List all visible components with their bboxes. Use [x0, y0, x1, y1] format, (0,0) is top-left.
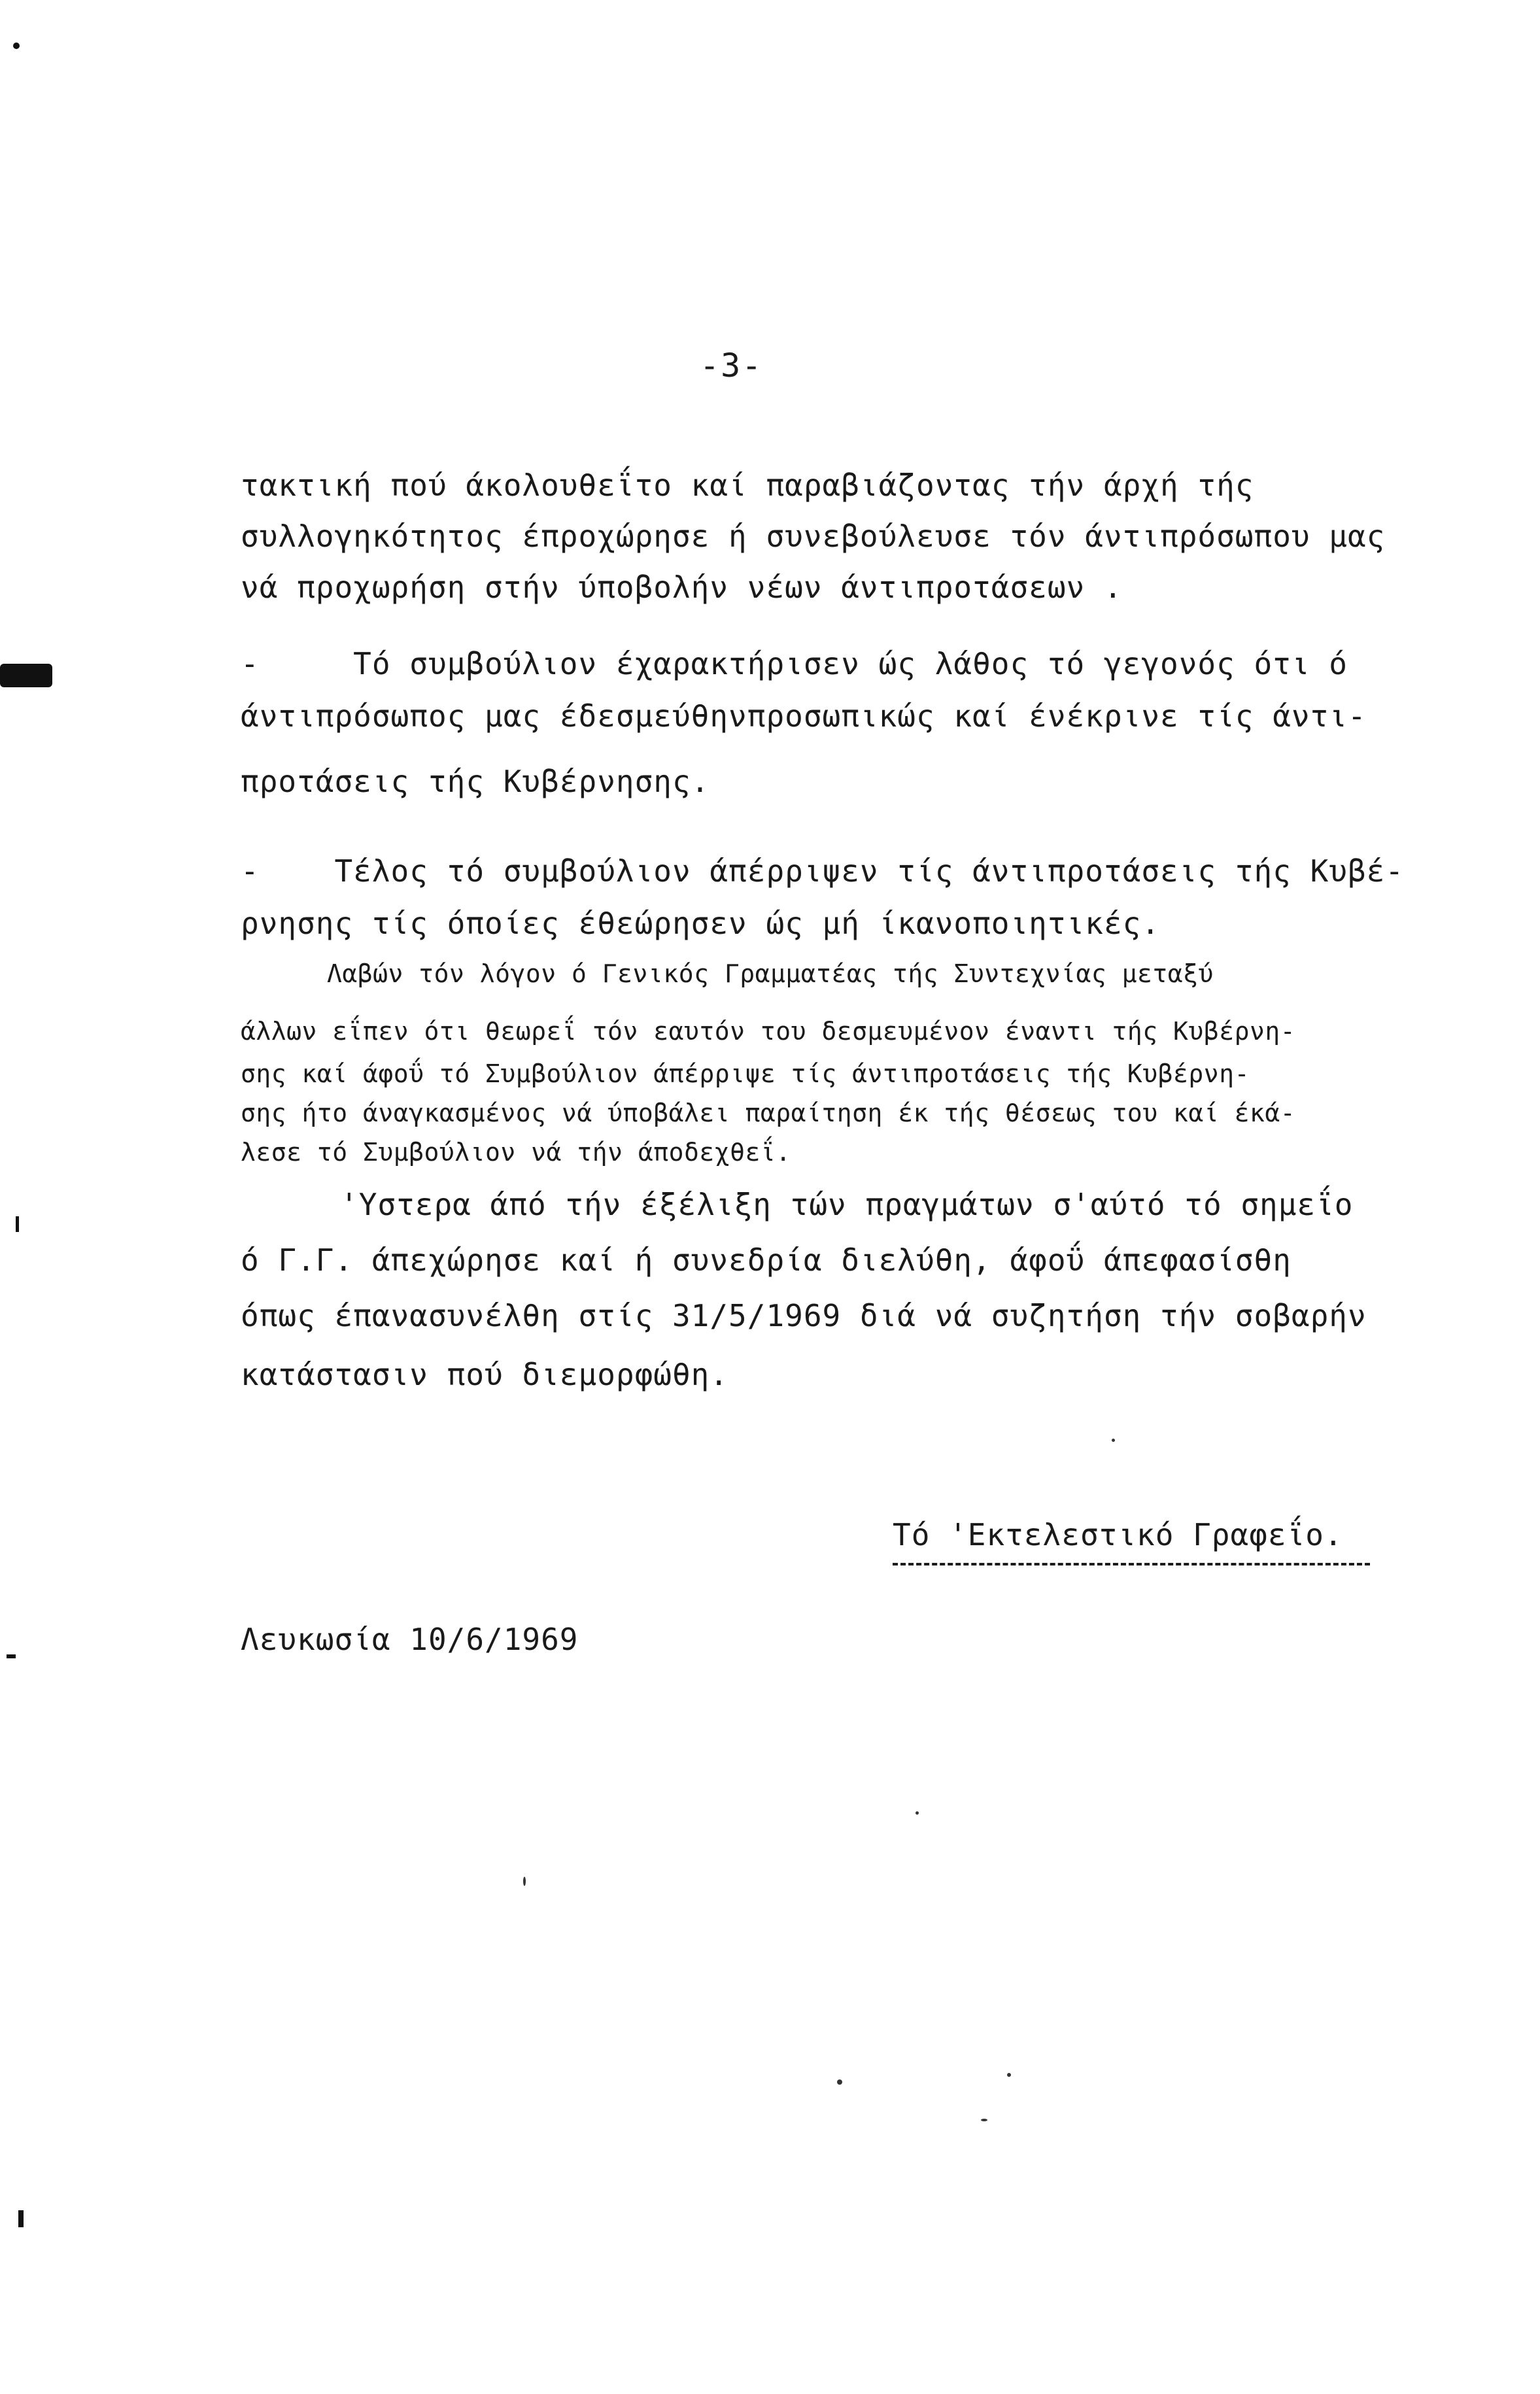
body-line: άλλων εΐπεν ότι θεωρεΐ τόν εαυτόν του δεσμευμένον έναντι τής Κυβέρνη- — [241, 1017, 1296, 1046]
scan-speck — [1007, 2073, 1011, 2077]
body-line: όπως έπανασυνέλθη στίς 31/5/1969 διά νά συζητήση τήν σοβαρήν — [241, 1298, 1367, 1333]
body-line: άντιπρόσωπος μας έδεσμεύθηνπροσωπικώς καί ένέκρινε τίς άντι- — [241, 698, 1367, 734]
body-line: προτάσεις τής Κυβέρνησης. — [241, 764, 710, 799]
body-line: ό Γ.Γ. άπεχώρησε καί ή συνεδρία διελύθη, άφοΰ άπεφασίσθη — [241, 1242, 1292, 1278]
margin-mark — [18, 2210, 24, 2227]
scan-speck — [915, 1811, 919, 1815]
body-line: ρνησης τίς όποίες έθεώρησεν ώς μή ίκανοποιητικές. — [241, 906, 1161, 941]
scan-speck — [1112, 1439, 1115, 1442]
margin-mark — [16, 1216, 19, 1232]
margin-mark — [13, 43, 20, 49]
body-line: Λαβών τόν λόγον ό Γενικός Γραμματέας τής Συντεχνίας μεταξύ — [327, 959, 1214, 988]
body-line: σης ήτο άναγκασμένος νά ύποβάλει παραίτηση έκ τής θέσεως του καί έκά- — [241, 1099, 1296, 1127]
dateline: Λευκωσία 10/6/1969 — [241, 1622, 579, 1657]
page-number: -3- — [700, 347, 763, 385]
margin-punch-mark — [0, 664, 52, 687]
signature: Τό 'Εκτελεστικό Γραφεΐο. — [893, 1517, 1343, 1552]
scan-speck — [981, 2119, 987, 2121]
body-line: - Τό συμβούλιον έχαρακτήρισεν ώς λάθος τό γεγονός ότι ό — [241, 646, 1348, 681]
body-line: συλλογηκότητος έπροχώρησε ή συνεβούλευσε τόν άντιπρόσωπου μας — [241, 519, 1386, 554]
body-line: 'Υστερα άπό τήν έξέλιξη τών πραγμάτων σ'αύτό τό σημεΐο — [340, 1187, 1354, 1222]
signature-underline — [893, 1563, 1370, 1565]
body-line: - Τέλος τό συμβούλιον άπέρριψεν τίς άντιπροτάσεις τής Κυβέ- — [241, 853, 1405, 889]
body-line: τακτική πού άκολουθεΐτο καί παραβιάζοντας τήν άρχή τής — [241, 468, 1254, 503]
body-line: σης καί άφοΰ τό Συμβούλιον άπέρριψε τίς άντιπροτάσεις τής Κυβέρνη- — [241, 1059, 1250, 1088]
body-line: λεσε τό Συμβούλιον νά τήν άποδεχθεΐ. — [241, 1138, 791, 1167]
scan-speck — [837, 2079, 842, 2085]
margin-mark — [7, 1654, 16, 1658]
scan-speck — [523, 1877, 526, 1886]
body-line: κατάστασιν πού διεμορφώθη. — [241, 1357, 729, 1392]
body-line: νά προχωρήση στήν ύποβολήν νέων άντιπροτάσεων . — [241, 570, 1123, 605]
